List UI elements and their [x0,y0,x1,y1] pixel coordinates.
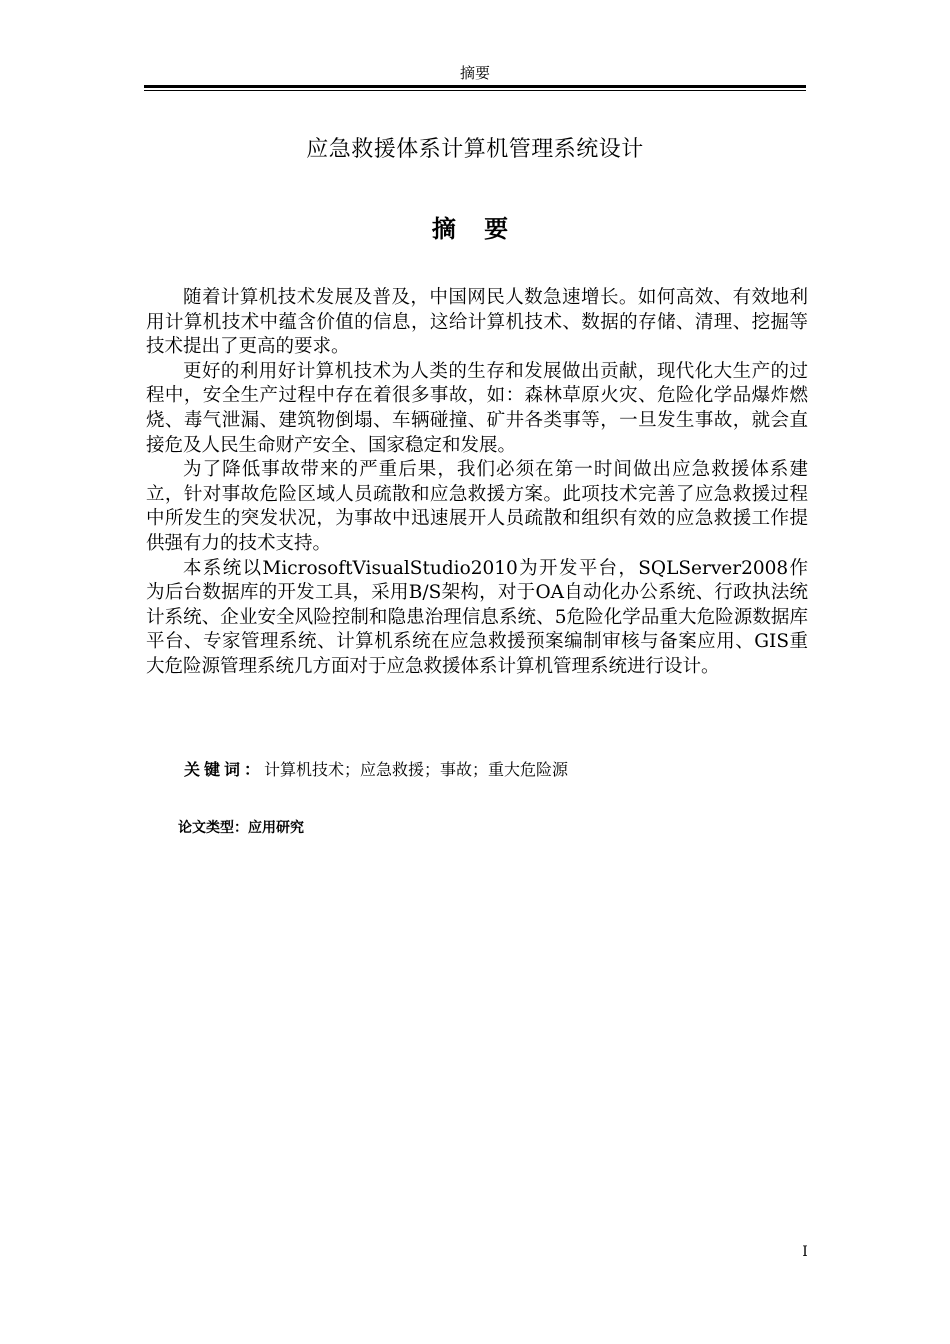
page-number: I [802,1244,808,1260]
abstract-paragraph-3: 为了降低事故带来的严重后果，我们必须在第一时间做出应急救援体系建立，针对事故危险区域人员疏散和应急救援方案。此项技术完善了应急救援过程中所发生的突发状况，为事故中迅速展开人员疏散和组织有效的应急救援工作提供强有力的技术支持。 [146,459,808,554]
header-rule-thick [144,85,806,88]
abstract-body [146,286,808,680]
keywords-text: 计算机技术；应急救援；事故；重大危险源 [264,760,569,779]
document-title: 应急救援体系计算机管理系统设计 [306,137,644,162]
abstract-heading: 摘 要 [431,215,519,243]
keywords-line [184,759,568,781]
abstract-paragraph-1: 随着计算机技术发展及普及，中国网民人数急速增长。如何高效、有效地利用计算机技术中蕴含价值的信息，这给计算机技术、数据的存储、清理、挖掘等技术提出了更高的要求。 [146,287,808,358]
running-header: 摘要 [459,64,490,82]
header-rule-thin [144,90,806,91]
keywords-label: 关键词： [184,760,265,779]
paper-type: 论文类型：应用研究 [178,820,304,836]
abstract-paragraph-2: 更好的利用好计算机技术为人类的生存和发展做出贡献，现代化大生产的过程中，安全生产过程中存在着很多事故，如：森林草原火灾、危险化学品爆炸燃烧、毒气泄漏、建筑物倒塌、车辆碰撞、矿井各类事等，一旦发生事故，就会直接危及人民生命财产安全、国家稳定和发展。 [146,360,808,456]
abstract-paragraph-4: 本系统以MicrosoftVisualStudio2010为开发平台，SQLServer2008作为后台数据库的开发工具，采用B/S架构，对于OA自动化办公系统、行政执法统计系统、企业安全风险控制和隐患治理信息系统、5危险化学品重大危险源数据库平台、专家管理系统、计算机系统在应急救援预案编制审核与备案应用、GIS重大危险源管理系统几方面对于应急救援体系计算机管理系统进行设计。 [146,557,808,677]
